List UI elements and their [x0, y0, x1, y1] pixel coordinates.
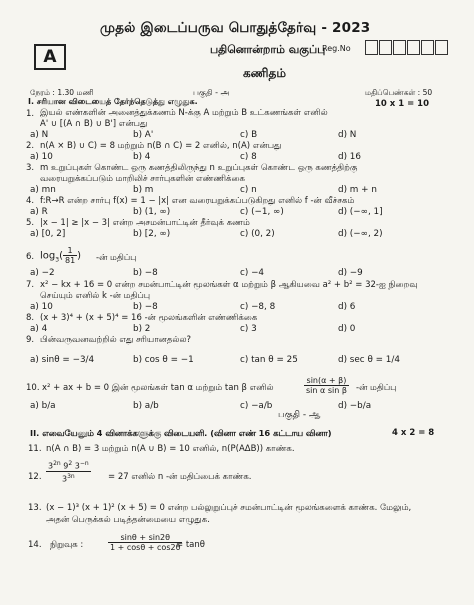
- option-c: c) (0, 2): [240, 229, 275, 239]
- reg-box: [365, 40, 378, 55]
- option-b: b) 2: [133, 324, 151, 334]
- reg-number-label: Reg.No: [322, 44, 351, 53]
- question-text-line2: வரையறுக்கப்படும் மாறிலிச் சார்புகளின் எண்ணிக்கை: [40, 174, 245, 184]
- option-a: a) 10: [30, 302, 53, 312]
- option-a: a) −2: [30, 268, 55, 278]
- option-c: c) (−1, ∞): [240, 207, 284, 217]
- question-number: 7.: [26, 280, 35, 290]
- option-d: d) −9: [338, 268, 363, 278]
- question-text: x² − kx + 16 = 0 என்ற சமன்பாட்டின் மூலங்கள் α மற்றும் β ஆகியவை a² + b² = 32-ஐ நிறைவு: [40, 280, 418, 290]
- exponent-fraction: $\frac{3^{2n} 9^2 3^{-n}}{3^{3n}}$: [48, 460, 89, 484]
- reg-box: [435, 40, 448, 55]
- question-number: 10.: [26, 383, 40, 393]
- question-text: -ன் மதிப்பு: [96, 253, 137, 263]
- question-number: 14.: [28, 540, 42, 550]
- option-b: b) cos θ = −1: [133, 355, 194, 365]
- question-text: n(A × B) ∪ C) = 8 மற்றும் n(B ∩ C) = 2 எனில், n(A) என்பது: [40, 141, 282, 151]
- option-b: b) 4: [133, 152, 151, 162]
- reg-box: [421, 40, 434, 55]
- subject-title: கணிதம்: [243, 66, 286, 80]
- section-a-instruction: I. சரியான விடையைத் தேர்ந்தெடுத்து எழுதுக.: [28, 97, 198, 106]
- question-text: |x − 1| ≥ |x − 3| என்ற அசமன்பாட்டின் தீர்வுக் கணம்: [40, 218, 250, 228]
- question-number: 5.: [26, 218, 35, 228]
- question-number: 1.: [26, 109, 35, 119]
- reg-box: [379, 40, 392, 55]
- option-b: b) −8: [133, 302, 158, 312]
- question-text: n(A ∩ B) = 3 மற்றும் n(A ∪ B) = 10 எனில், n(P(AΔB)) காண்க.: [46, 444, 295, 454]
- option-b: b) m: [133, 185, 154, 195]
- option-c: c) 8: [240, 152, 257, 162]
- reg-box: [407, 40, 420, 55]
- section-b-instruction: II. எவையேனும் 4 வினாக்களுக்கு விடையளி. (வினா எண் 16 கட்டாய வினா): [30, 428, 332, 438]
- option-a: a) R: [30, 207, 48, 217]
- option-d: d) 16: [338, 152, 362, 162]
- option-d: d) 0: [338, 324, 356, 334]
- question-set-box: A: [34, 44, 66, 70]
- question-text: (x + 3)⁴ + (x + 5)⁴ = 16 -ன் மூலங்களின் எண்ணிக்கை: [40, 313, 258, 323]
- part-a-heading: பகுதி - அ: [193, 88, 230, 97]
- question-number: 11.: [28, 444, 42, 454]
- option-b: b) [2, ∞): [133, 229, 171, 239]
- question-number: 8.: [26, 313, 35, 323]
- option-b: b) (1, ∞): [133, 207, 171, 217]
- option-d: d) −b/a: [338, 401, 372, 411]
- question-text-line2: = tanθ: [176, 540, 205, 550]
- grade-label: பதினொன்றாம் வகுப்பு: [210, 43, 326, 56]
- question-number: 13.: [28, 503, 42, 513]
- question-text: (x − 1)³ (x + 1)² (x + 5) = 0 என்ற பல்லுறுப்புச் சமன்பாட்டின் மூலங்களைக் காண்க. மேலும்,: [46, 503, 412, 513]
- option-d: d) 6: [338, 302, 356, 312]
- question-text: பின்வருவனவற்றில் எது சரியானதல்ல?: [40, 335, 192, 345]
- option-c: c) tan θ = 25: [240, 355, 298, 365]
- option-a: a) mn: [30, 185, 56, 195]
- question-text: = 27 எனில் n -ன் மதிப்பைக் காண்க.: [108, 472, 252, 482]
- option-c: c) n: [240, 185, 257, 195]
- question-text-line2: A' ∪ [(A ∩ B) ∪ B'] என்பது: [40, 119, 148, 129]
- sum-ratio-fraction: $\frac{\sin(\alpha + \beta)}{\text{sin α sin β}}$: [306, 376, 347, 395]
- question-number: 9.: [26, 335, 35, 345]
- option-d: d) sec θ = 1/4: [338, 355, 400, 365]
- option-a: a) 4: [30, 324, 48, 334]
- total-marks: மதிப்பெண்கள் : 50: [365, 88, 433, 97]
- option-a: a) b/a: [30, 401, 56, 411]
- option-d: d) (−∞, 1]: [338, 207, 383, 217]
- option-d: d) N: [338, 130, 357, 140]
- option-a: a) sinθ = −3/4: [30, 355, 95, 365]
- question-text: x² + ax + b = 0 இன் மூலங்கள் tan α மற்றும் tan β எனில்: [42, 383, 274, 393]
- option-a: a) 10: [30, 152, 53, 162]
- option-a: a) [0, 2]: [30, 229, 66, 239]
- option-b: b) A': [133, 130, 154, 140]
- section-b-marks: 4 x 2 = 8: [392, 428, 435, 438]
- question-text: நிறுவுக :: [50, 540, 84, 550]
- option-c: c) 3: [240, 324, 257, 334]
- option-b: b) −8: [133, 268, 158, 278]
- option-d: d) m + n: [338, 185, 377, 195]
- question-text-line2: செய்யும் எனில் k -ன் மதிப்பு: [40, 291, 151, 301]
- log-expression: $\log_3$( $\frac{1}{81}$ ): [40, 246, 82, 265]
- reg-box: [393, 40, 406, 55]
- question-number: 12.: [28, 472, 42, 482]
- question-number: 3.: [26, 163, 35, 173]
- question-number: 2.: [26, 141, 35, 151]
- question-number: 6.: [26, 252, 35, 262]
- question-text-line2: அதன் பெருக்கல் படித்தன்மையை எழுதுக.: [46, 515, 210, 525]
- exam-title: முதல் இடைப்பருவ பொதுத்தேர்வு - 2023: [100, 20, 371, 36]
- time-label: நேரம் : 1.30 மணி: [30, 88, 94, 97]
- option-d: d) (−∞, 2): [338, 229, 383, 239]
- option-b: b) a/b: [133, 401, 159, 411]
- question-number: 4.: [26, 196, 35, 206]
- section-a-marks: 10 x 1 = 10: [375, 99, 430, 109]
- part-b-heading: பகுதி - ஆ: [278, 410, 321, 420]
- question-text: இயல் எண்களின் அனைத்துக்கணம் N-க்கு A மற்றும் B உட்கணங்கள் எனில்: [40, 108, 328, 118]
- option-c: c) −a/b: [240, 401, 273, 411]
- option-c: c) −4: [240, 268, 265, 278]
- reg-number-boxes: [365, 40, 449, 55]
- trig-identity-fraction: $\frac{\sin\theta + \sin 2\theta}{1 + \cos\theta + \cos 2\theta}$: [110, 533, 181, 552]
- option-a: a) N: [30, 130, 49, 140]
- question-text: f:R→R என்ற சார்பு f(x) = 1 − |x| என வரையறுக்கப்படுகிறது எனில் f -ன் வீச்சகம்: [40, 196, 355, 206]
- option-c: c) −8, 8: [240, 302, 276, 312]
- question-text-line2: -ன் மதிப்பு: [356, 383, 397, 393]
- question-text: m உறுப்புகள் கொண்ட ஒரு கணத்திலிருந்து n உறுப்புகள் கொண்ட ஒரு கணத்திற்கு: [40, 163, 358, 173]
- option-c: c) B: [240, 130, 258, 140]
